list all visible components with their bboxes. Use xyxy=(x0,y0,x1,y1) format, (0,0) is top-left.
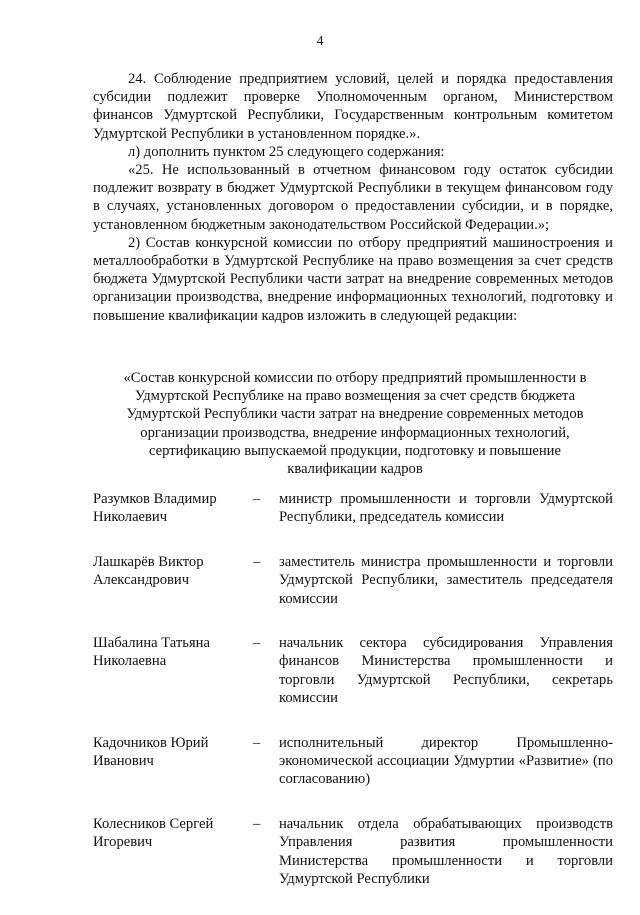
member-dash: – xyxy=(253,553,261,570)
member-name: Лашкарёв Виктор Александрович xyxy=(93,553,204,589)
member-role: заместитель министра промышленности и торговли Удмуртской Республики, заместитель председателя комиссии xyxy=(279,553,613,607)
member-role: министр промышленности и торговли Удмуртской Республики, председатель комиссии xyxy=(279,491,613,526)
member-row xyxy=(93,734,613,789)
member-role: начальник сектора субсидирования Управления финансов Министерства промышленности и торговли Удмуртской Республики, секретарь комиссии xyxy=(279,635,613,707)
paragraph-item-24: 24. Соблюдение предприятием условий, целей и порядка предоставления субсидии подлежит проверке Уполномоченным органом, Министерством финансов Удмуртской Республики, Государственным контрольным комитетом Удмуртской Республики в установленном порядке.». xyxy=(93,71,613,142)
document-body xyxy=(93,70,613,325)
member-role: исполнительный директор Промышленно-экономической ассоциации Удмуртии «Развитие» (по согласованию) xyxy=(279,734,613,788)
members-list xyxy=(93,490,613,915)
member-dash: – xyxy=(253,635,261,652)
member-row xyxy=(93,490,613,527)
member-name: Колесников Сергей Игоревич xyxy=(93,815,214,851)
member-role: начальник отдела обрабатывающих производств Управления развития промышленности Министерства промышленности и торговли Удмуртской Республики xyxy=(279,815,613,888)
paragraph-add-item-25: л) дополнить пунктом 25 следующего содержания: xyxy=(128,143,445,160)
paragraph-commission-change: 2) Состав конкурсной комиссии по отбору предприятий машиностроения и металлообработки в Удмуртской Республике на право возмещения за счет средств бюджета Удмуртской Республики части затрат на внедрение современных методов организации производства, внедрение информационных технологий, подготовку и повышение квалификации кадров изложить в следующей редакции: xyxy=(93,234,613,324)
member-name: Разумков Владимир Николаевич xyxy=(93,491,217,526)
paragraph-item-25: «25. Не использованный в отчетном финансовом году остаток субсидии подлежит возврату в бюджет Удмуртской Республики в текущем финансовом году в случаях, установленных договором о предоставлении субсидии, и в порядке, установленном бюджетным законодательством Российской Федерации.»; xyxy=(93,162,613,233)
member-dash: – xyxy=(253,815,261,832)
member-dash: – xyxy=(253,734,261,751)
page-number: 4 xyxy=(316,34,324,49)
composition-title: «Состав конкурсной комиссии по отбору предприятий промышленности в Удмуртской Республике на право возмещения за счет средств бюджета Удмуртской Республики части затрат на внедрение современных методов организации производства, внедрение информационных технологий, сертификацию выпускаемой продукции, подготовку и повышение квалификации кадров xyxy=(123,370,587,478)
member-name: Шабалина Татьяна Николаевна xyxy=(93,635,210,670)
member-name: Кадочников Юрий Иванович xyxy=(93,734,209,770)
member-dash: – xyxy=(253,491,261,507)
member-row xyxy=(93,553,613,608)
member-row xyxy=(93,634,613,708)
member-row xyxy=(93,815,613,889)
